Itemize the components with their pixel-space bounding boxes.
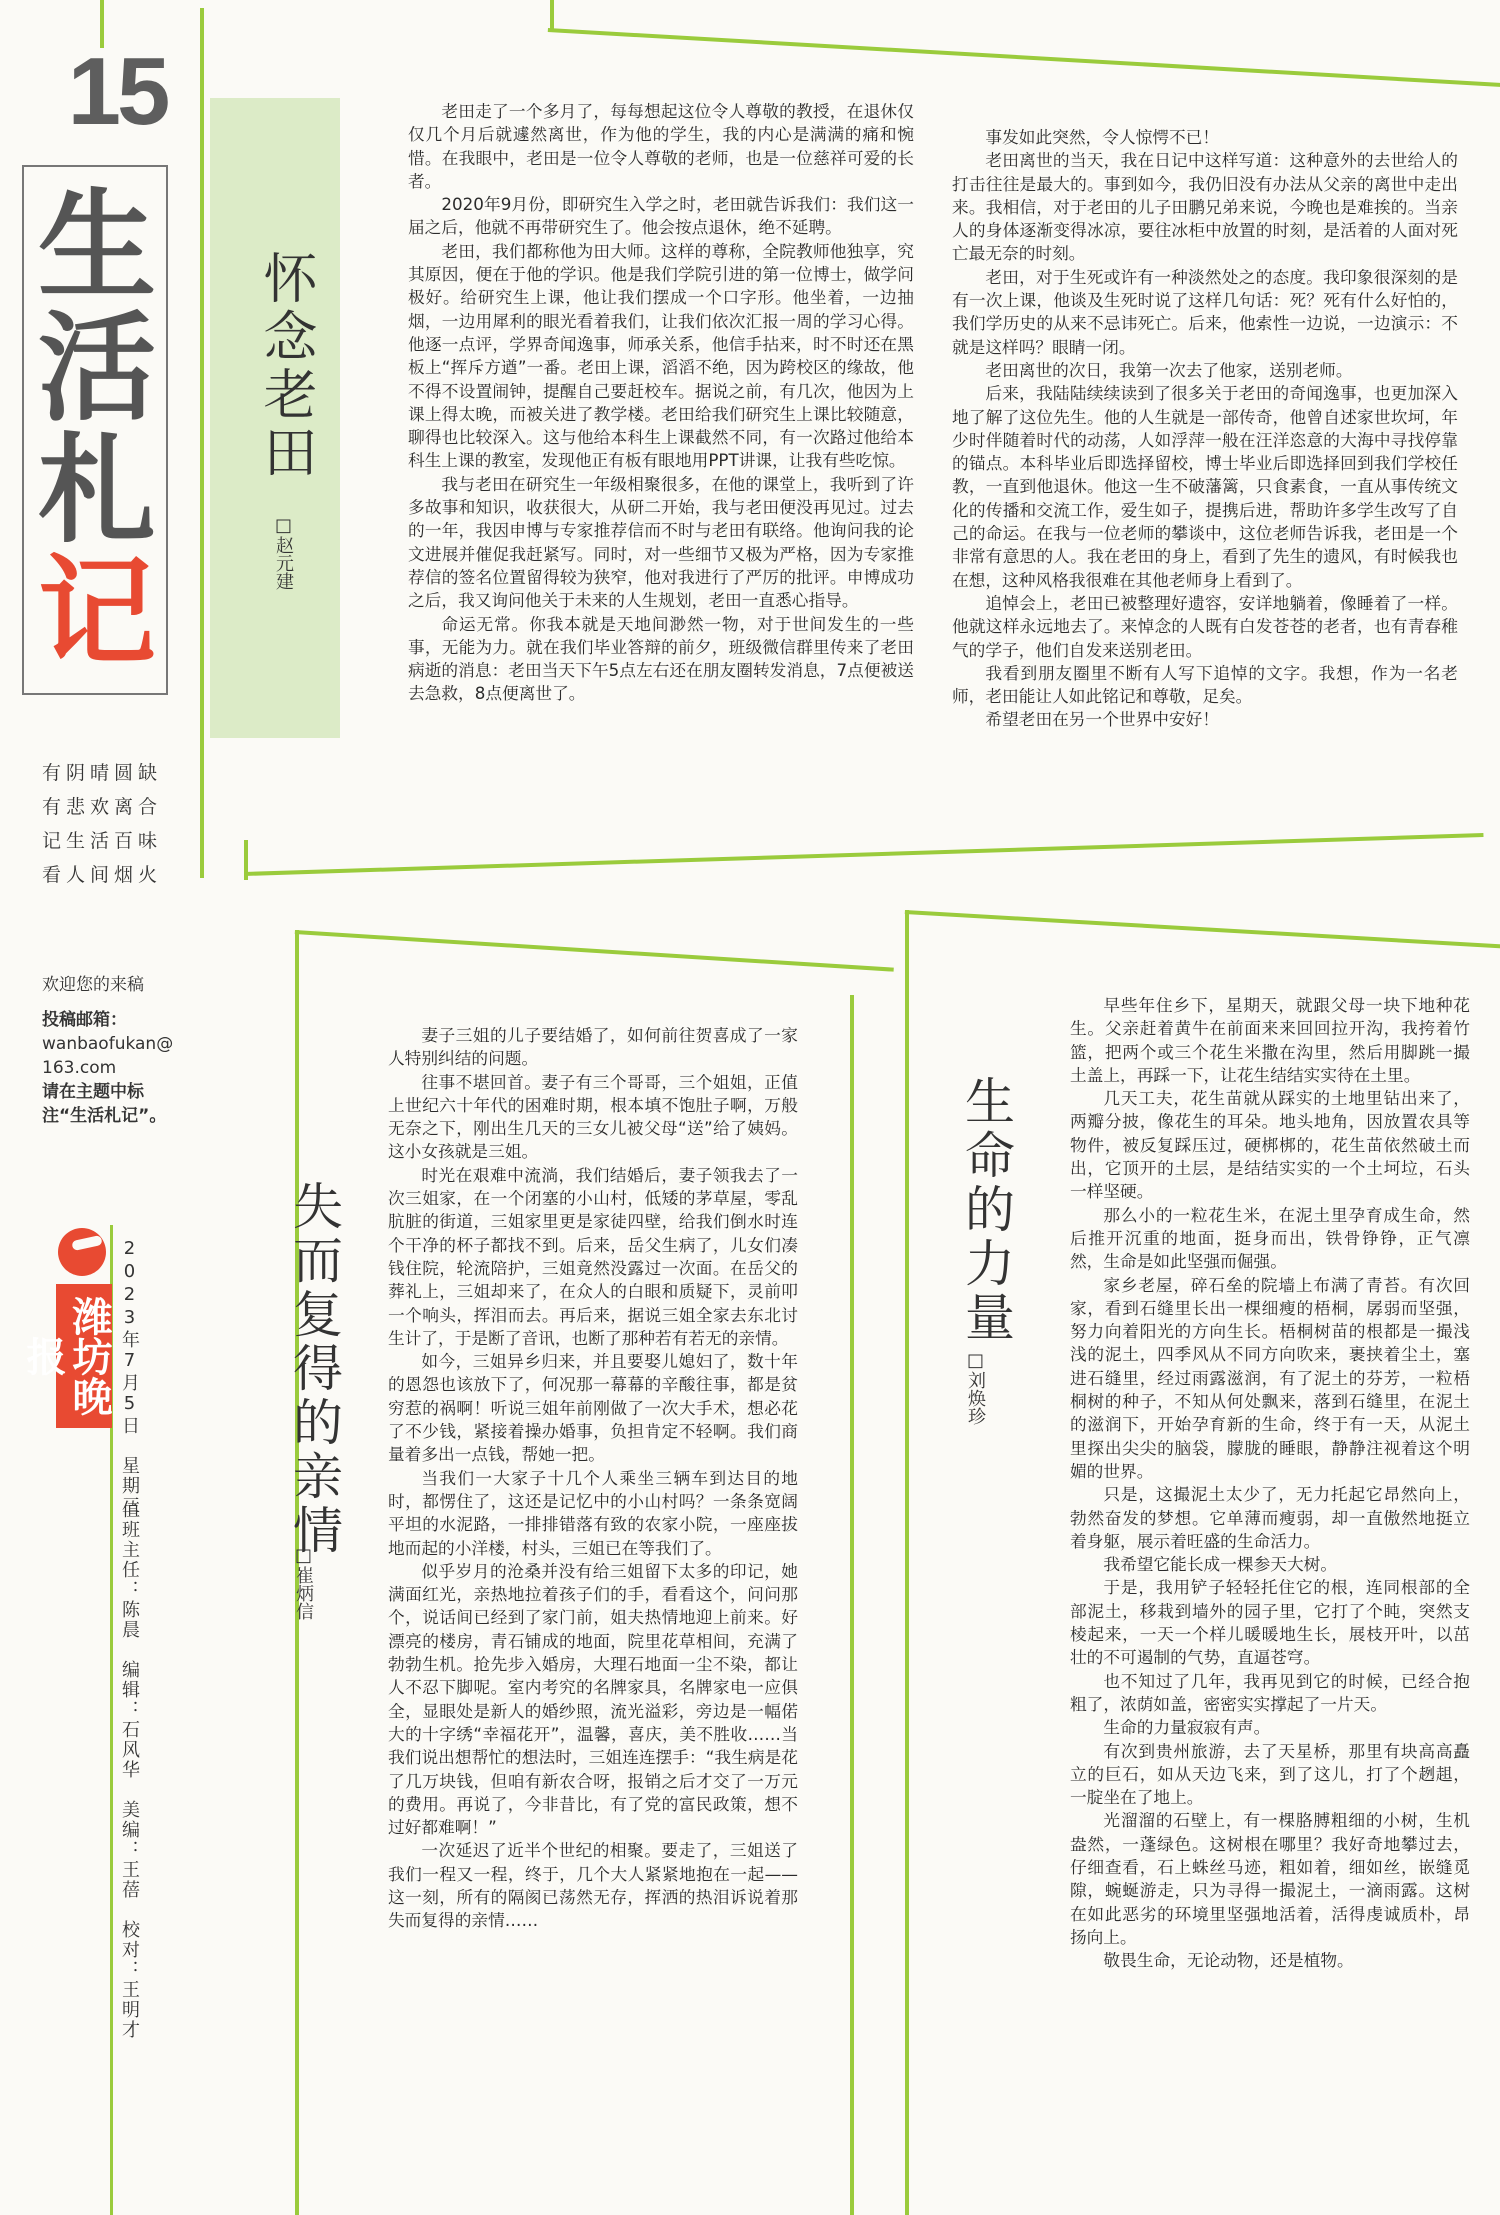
paragraph: 老田，我们都称他为田大师。这样的尊称，全院教师他独享，究其原因，便在于他的学识。他是我们学院引进的第一位博士，做学问极好。给研究生上课，他让我们摆成一个口字形。他坐着，一边抽烟，一边用犀利的眼光看着我们，让我们依次汇报一周的学习心得。他逐一点评，学界奇闻逸事，师承关系，他信手拈来，时不时还在黑板上“挥斥方遒”一番。老田上课，滔滔不绝，因为跨校区的缘故，他不得不设置闹钟，提醒自己要赶校车。据说之前，有几次，他因为上课上得太晚，而被关进了教学楼。老田给我们研究生上课比较随意，聊得也比较深入。这与他给本科生上课截然不同，有一次路过他给本科生上课的教室，发现他正有板有眼地用PPT讲课，让我有些吃惊。 [408,240,914,471]
paragraph: 光溜溜的石壁上，有一棵胳膊粗细的小树，生机盎然，一蓬绿色。这树根在哪里？我好奇地攀过去，仔细查看，石上蛛丝马迹，粗如着，细如丝，嵌缝觅隙，蜿蜒游走，只为寻得一撮泥土，一滴雨露。这树在如此恶劣的环境里坚强地活着，活得虔诚质朴，昂扬向上。 [1070,1810,1470,1947]
paragraph: 2020年9月份，即研究生入学之时，老田就告诉我们：我们这一届之后，他就不再带研究生了。他会按点退休，绝不延聘。 [408,194,914,238]
article-3-title: 生命的力量 [957,1075,1015,1345]
frame-line [244,833,1484,876]
paragraph: 时光在艰难中流淌，我们结婚后，妻子领我去了一次三姐家，在一个闭塞的小山村，低矮的茅草屋，零乱肮脏的街道，三姐家里更是家徒四壁，给我们倒水时连个干净的杯子都找不到。后来，岳父生病了，儿女们凑钱住院，轮流陪护，三姐竟然没露过一次面。在岳父的葬礼上，三姐却来了，在众人的白眼和质疑下，灵前叩一个响头，挥泪而去。再后来，据说三姐全家去东北讨生计了，于是断了音讯，也断了那种若有若无的亲情。 [388,1164,798,1348]
article-1-column-1 [408,100,914,706]
article-2-author: □崔炳信 [293,1545,314,1620]
paragraph: 事发如此突然，令人惊愕不已！ [985,127,1220,147]
paragraph: 生命的力量寂寂有声。 [1103,1717,1271,1738]
paragraph: 有次到贵州旅游，去了天星桥，那里有块高高矗立的巨石，如从天边飞来，到了这儿，打了个趔趄，一腚坐在了地上。 [1070,1740,1470,1808]
article-2-body [388,1024,798,1933]
article-3-body [1070,994,1470,1972]
article-1-title: 怀念老田 [255,250,318,482]
email-label: 投稿邮箱： [42,1010,127,1030]
paragraph: 敬畏生命，无论动物，还是植物。 [1103,1950,1354,1971]
paragraph: 当我们一大家子十几个人乘坐三辆车到达目的地时，都愣住了，这还是记忆中的小山村吗？一条条宽阔平坦的水泥路，一排排错落有致的农家小院，一座座拔地而起的小洋楼，村头，三姐已在等我们了。 [388,1467,798,1558]
paragraph: 只是，这撮泥土太少了，无力托起它昂然向上，勃然奋发的梦想。它单薄而瘦弱，却一直傲然地挺立着身躯，展示着旺盛的生命活力。 [1070,1484,1470,1551]
paragraph: 老田离世的当天，我在日记中这样写道：这种意外的去世给人的打击往往是最大的。事到如今，我仍旧没有办法从父亲的离世中走出来。我相信，对于老田的儿子田鹏兄弟来说，今晚也是难挨的。当亲人的身体逐渐变得冰凉，要往冰柜中放置的时刻，是活着的人面对死亡最无奈的时刻。 [952,150,1458,264]
paragraph: 命运无常。你我本就是天地间渺然一物，对于世间发生的一些事，无能为力。就在我们毕业答辩的前夕，班级微信群里传来了老田病逝的消息：老田当天下午5点左右还在朋友圈转发消息，7点便被送去急救，8点便离世了。 [408,613,914,704]
issue-date: 2023年7月5日 星期三 [119,1238,140,1516]
section-title-box [22,165,168,695]
paragraph: 我希望它能长成一棵参天大树。 [1103,1554,1338,1575]
frame-line [905,910,1500,949]
poem-line-1: 有阴晴圆缺 [42,762,163,784]
section-title-char-2: 活 [37,298,156,437]
paragraph: 于是，我用铲子轻轻托住它的根，连同根部的全部泥土，移栽到墙外的园子里，它打了个盹，突然支棱起来，一天一个样儿暖暖地生长，展枝开叶，以茁壮的不可遏制的气势，直逼苍穹。 [1070,1577,1470,1668]
paragraph: 往事不堪回首。妻子有三个哥哥，三个姐姐，正值上世纪六十年代的困难时期，根本填不饱肚子啊，万般无奈之下，刚出生几天的三女儿被父母“送”给了姨妈。这小女孩就是三姐。 [388,1071,798,1162]
article-1-column-2 [952,126,1458,732]
paragraph: 我看到朋友圈里不断有人写下追悼的文字。我想，作为一名老师，老田能让人如此铭记和尊敬，足矣。 [952,662,1458,707]
frame-line [200,8,204,878]
staff-credits: 值班主任：陈晨 编辑：石风华 美编：王蓓 校对：王明才 [119,1500,140,2040]
section-title-char-4: 记 [37,542,156,681]
frame-line [550,0,554,30]
paragraph: 老田离世的次日，我第一次去了他家，送别老师。 [985,359,1353,380]
frame-line [548,28,1500,87]
paragraph: 我与老田在研究生一年级相聚很多，在他的课堂上，我听到了许多故事和知识，收获很大，从研二开始，我与老田便没再见过。过去的一年，我因申博与专家推荐信而不时与老田有联络。他询问我的论文进展并催促我赶紧写。同时，对一些细节又极为严格，因为专家推荐信的签名位置留得较为狭窄，他对我进行了严厉的批评。申博成功之后，我又询问他关于未来的人生规划，老田一直悉心指导。 [408,473,914,611]
logo-text: 潍坊晚报 [56,1284,112,1428]
paragraph: 家乡老屋，碎石垒的院墙上布满了青苔。有次回家，看到石缝里长出一棵细瘦的梧桐，孱弱而坚强，努力向着阳光的方向生长。梧桐树苗的根都是一撮浅浅的泥土，四季风从不同方向吹来，裹挟着尘土，塞进石缝里，经过雨露滋润，有了泥土的芬芳，一粒梧桐树的种子，不知从何处飘来，落到石缝里，在泥土的滋润下，开始孕育新的生命，终于有一天，从泥土里探出尖尖的脑袋，朦胧的睡眼，静静注视着这个明媚的世界。 [1070,1274,1470,1481]
contribution-title: 欢迎您的来稿 [42,975,144,995]
paragraph: 追悼会上，老田已被整理好遗容，安详地躺着，像睡着了一样。他就这样永远地去了。来悼念的人既有白发苍苍的老者，也有青春稚气的学子，他们自发来送别老田。 [952,592,1458,660]
paragraph: 似乎岁月的沧桑并没有给三姐留下太多的印记，她满面红光，亲热地拉着孩子们的手，看看这个，问问那个，说话间已经到了家门前，姐夫热情地迎上前来。好漂亮的楼房，青石铺成的地面，院里花草相间，充满了勃勃生机。抢先步入婚房，大理石地面一尘不染，都让人不忍下脚呢。室内考究的名牌家具，名牌家电一应俱全，显眼处是新人的婚纱照，流光溢彩，旁边是一幅偌大的十字绣“幸福花开”，温馨，喜庆，美不胜收……当我们说出想帮忙的想法时，三姐连连摆手：“我生病是花了几万块钱，但咱有新农合呀，报销之后才交了一万元的费用。再说了，今非昔比，有了党的富民政策，想不过好都难啊！” [388,1560,798,1838]
paragraph: 希望老田在另一个世界中安好！ [985,709,1220,730]
poem-line-3: 记生活百味 [42,830,163,852]
paragraph: 妻子三姐的儿子要结婚了，如何前往贺喜成了一家人特别纠结的问题。 [388,1025,798,1069]
article-3-author: □刘焕珍 [965,1350,986,1425]
page-number: 15 [67,38,167,145]
paragraph: 后来，我陆陆续续读到了很多关于老田的奇闻逸事，也更加深入地了解了这位先生。他的人生就是一部传奇，他曾自述家世坎坷，年少时伴随着时代的动荡，人如浮萍一般在汪洋恣意的大海中寻找停靠的锚点。本科毕业后即选择留校，博士毕业后即选择回到我们学校任教，一直到他退休。他这一生不破藩篱，只食素食，一直从事传统文化的传播和交流工作，爱生如子，提携后进，帮助许多学生改写了自己的命运。在我与一位老师的攀谈中，这位老师告诉我，老田是一个非常有意思的人。我在老田的身上，看到了先生的遗风，有时候我也在想，这种风格我很难在其他老师身上看到了。 [952,383,1458,590]
paragraph: 早些年住乡下，星期天，就跟父母一块下地种花生。父亲赶着黄牛在前面来来回回拉开沟，我挎着竹篮，把两个或三个花生米撒在沟里，然后用脚跳一撮土盖上，再踩一下，让花生结结实实待在土里。 [1070,995,1470,1085]
poem-line-4: 看人间烟火 [42,864,163,886]
frame-line [850,995,854,2215]
paragraph: 几天工夫，花生苗就从踩实的土地里钻出来了，两瓣分披，像花生的耳朵。地头地角，因放置农具等物件，被反复踩压过，硬梆梆的，花生苗依然破土而出，它顶开的土层，是结结实实的一个土坷垃，石头一样坚硬。 [1070,1088,1470,1202]
paragraph: 也不知过了几年，我再见到它的时候，已经合抱粗了，浓荫如盖，密密实实撑起了一片天。 [1070,1670,1470,1714]
paragraph: 老田走了一个多月了，每每想起这位令人尊敬的教授，在退休仅仅几个月后就遽然离世，作为他的学生，我的内心是满满的痛和惋惜。在我眼中，老田是一位令人尊敬的老师，也是一位慈祥可爱的长者。 [408,101,914,191]
poem-line-2: 有悲欢离合 [42,796,163,818]
newspaper-logo [20,1228,120,1428]
email-note: 请在主题中标注“生活札记”。 [42,1082,167,1126]
article-2-title: 失而复得的亲情 [285,1180,343,1558]
paragraph: 一次延迟了近半个世纪的相聚。要走了，三姐送了我们一程又一程，终于，几个大人紧紧地抱在一起——这一刻，所有的隔阂已荡然无存，挥洒的热泪诉说着那失而复得的亲情…… [388,1840,798,1931]
paragraph: 那么小的一粒花生米，在泥土里孕育成生命，然后推开沉重的地面，挺身而出，铁骨铮铮，正气凛然，生命是如此坚强而倔强。 [1070,1204,1470,1272]
contribution-info [42,1008,182,1128]
frame-line [905,910,909,2215]
article-1-author: □赵元建 [273,515,294,590]
paragraph: 老田，对于生死或许有一种淡然处之的态度。我印象很深刻的是有一次上课，他谈及生死时说了这样几句话：死？死有什么好怕的，我们学历史的从来不忌讳死亡。后来，他索性一边说，一边演示：不就是这样吗？眼睛一闭。 [952,266,1458,357]
email-address[interactable]: wanbaofukan@163.com [42,1034,174,1078]
logo-mark-icon [58,1228,106,1276]
section-title-char-1: 生 [37,176,156,315]
frame-line [295,930,894,972]
section-title-char-3: 札 [37,420,156,559]
paragraph: 如今，三姐异乡归来，并且要娶儿媳妇了，数十年的恩怨也该放下了，何况那一幕幕的辛酸往事，都是贫穷惹的祸啊！听说三姐年前刚做了一次大手术，想必花了不少钱，紧接着操办婚事，负担肯定不轻啊。我们商量着多出一点钱，帮她一把。 [388,1351,798,1465]
frame-line [244,840,248,880]
